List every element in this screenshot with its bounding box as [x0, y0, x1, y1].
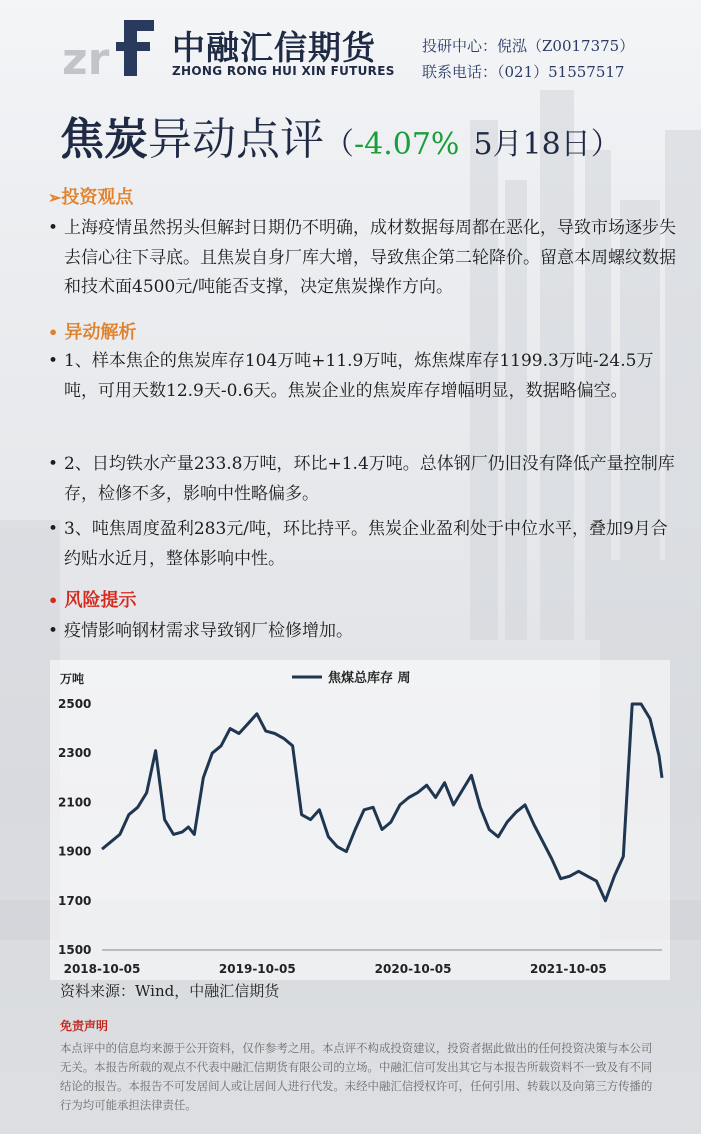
contact-info [422, 33, 634, 85]
analysis-item-3: • 3、吨焦周度盈利283元/吨，环比持平。焦炭企业盈利处于中位水平，叠加9月合约贴水近月，整体影响中性。 [48, 515, 678, 574]
x-tick-label: 2021-10-05 [530, 962, 607, 976]
report-header [0, 0, 701, 100]
view-paragraph: • 上海疫情虽然拐头但解封日期仍不明确，成材数据每周都在恶化，导致市场逐步失去信心往下寻底。且焦炭自身厂库大增，导致焦企第二轮降价。留意本周螺纹数据和技术面4500元/吨能否支撑，决定焦炭操作方向。 [48, 214, 678, 303]
analysis-item-2: • 2、日均铁水产量233.8万吨，环比+1.4万吨。总体钢厂仍旧没有降低产量控制库存，检修不多，影响中性略偏多。 [48, 450, 678, 509]
risk-paragraph: • 疫情影响钢材需求导致钢厂检修增加。 [48, 617, 678, 647]
bullet-icon: • [48, 351, 59, 371]
bullet-icon: • [48, 621, 59, 641]
company-name-en: ZHONG RONG HUI XIN FUTURES [172, 64, 395, 78]
x-tick-label: 2020-10-05 [374, 962, 452, 976]
company-logo-icon [60, 12, 160, 82]
y-tick-label: 1500 [58, 943, 92, 957]
x-tick-label: 2019-10-05 [218, 962, 296, 976]
dot-marker-icon: • [48, 323, 59, 342]
inventory-line-chart [50, 660, 670, 980]
y-tick-label: 1700 [58, 893, 92, 908]
disclaimer-title: 免责声明 [60, 1019, 109, 1033]
title-commodity: 焦炭 [60, 114, 148, 165]
company-name-cn: 中融汇信期货 [172, 28, 376, 67]
research-contact: 投研中心：倪泓（Z0017375） [422, 37, 635, 55]
bullet-icon: • [48, 454, 59, 474]
arrow-marker-icon: ➢ [48, 188, 62, 207]
page-title [60, 112, 621, 173]
title-topic: 异动点评 [148, 114, 324, 165]
phone-contact: 联系电话：（021）51557517 [422, 63, 625, 81]
dot-marker-icon: • [48, 591, 59, 610]
bullet-icon: • [48, 519, 59, 539]
disclaimer-text: 本点评中的信息均来源于公开资料，仅作参考之用。本点评不构成投资建议，投资者据此做出的任何投资决策与本公司无关。本报告所载的观点不代表中融汇信期货有限公司的立场。中融汇信可发出其它与本报告所载资料不一致及有不同结论的报告。本报告不可发居间人或让居间人进行代发。未经中融汇信授权许可，任何引用、转载以及向第三方传播的行为均可能承担法律责任。 [60, 1041, 653, 1112]
x-tick-label: 2018-10-05 [63, 962, 141, 976]
y-tick-label: 2500 [58, 697, 92, 711]
section-heading-analysis: • 异动解析 [48, 322, 137, 343]
y-tick-label: 2100 [58, 795, 92, 810]
title-date: 5月18日） [473, 127, 621, 162]
y-tick-label: 2300 [58, 746, 92, 761]
y-axis-label: 万吨 [60, 672, 85, 686]
bullet-icon: • [48, 218, 59, 238]
analysis-item-1: • 1、样本焦企的焦炭库存104万吨+11.9万吨，炼焦煤库存1199.3万吨-24.5万吨，可用天数12.9天-0.6天。焦炭企业的焦炭库存增幅明显，数据略偏空。 [48, 347, 678, 406]
change-percent: -4.07% [354, 127, 460, 162]
data-source: 资料来源：Wind，中融汇信期货 [60, 982, 280, 1000]
legend-label: 焦煤总库存 周 [328, 671, 411, 686]
svg-text:zr: zr [62, 34, 110, 82]
section-heading-view: ➢投资观点 [48, 187, 134, 208]
title-paren: （ [324, 127, 354, 162]
section-heading-risk: • 风险提示 [48, 590, 137, 611]
y-tick-label: 1900 [58, 844, 92, 859]
